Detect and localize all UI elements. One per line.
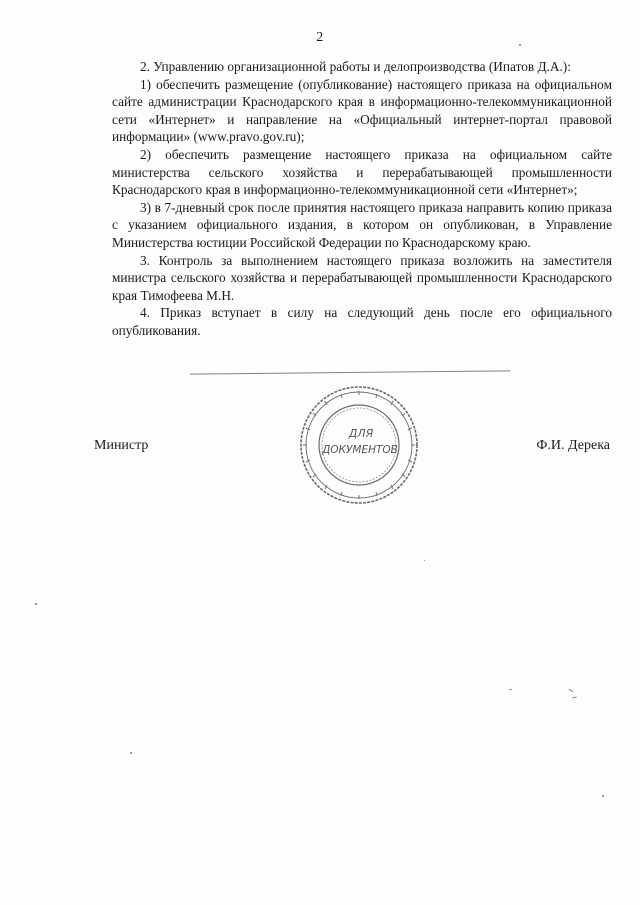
stamp-text-line1: ДЛЯ — [348, 427, 374, 440]
paragraph-subitem-1: 1) обеспечить размещение (опубликование) настоящего приказа на официальном сайте администрации Краснодарского края в информационно-телекоммуникационной сети «Интернет» и направление на «Официальный интернет-портал правовой информации» (www.pravo.gov.ru); — [112, 76, 612, 145]
scan-speck — [602, 795, 604, 797]
scan-speck — [509, 689, 512, 690]
official-stamp-icon — [292, 383, 426, 507]
document-body — [112, 58, 612, 340]
paragraph-subitem-3: 3) в 7-дневный срок после принятия настоящего приказа направить копию приказа с указанием официального издания, в котором он опубликован, в Управление Министерства юстиции Российской Федерации по Краснодарскому краю. — [112, 199, 612, 250]
stamp-text-line2: ДОКУМЕНТОВ — [322, 444, 398, 456]
scan-speck — [130, 752, 132, 754]
signatory-position: Министр — [94, 438, 149, 453]
paragraph-item-3: 3. Контроль за выполнением настоящего приказа возложить на заместителя министра сельского хозяйства и перерабатывающей промышленности Краснодарского края Тимофеева М.Н. — [112, 252, 612, 303]
signatory-name: Ф.И. Дерека — [536, 438, 610, 453]
scan-speck — [35, 603, 37, 605]
paragraph-item-4: 4. Приказ вступает в силу на следующий день после его официального опубликования. — [112, 305, 612, 338]
scan-speck — [568, 688, 573, 692]
page-number: 2 — [316, 30, 324, 45]
scan-speck — [572, 696, 577, 699]
paragraph-item-2: 2. Управлению организационной работы и делопроизводства (Ипатов Д.А.): — [140, 59, 571, 74]
paragraph-subitem-2: 2) обеспечить размещение настоящего приказа на официальном сайте министерства сельского хозяйства и перерабатывающей промышленности Краснодарского края в информационно-телекоммуникационной сети «Интернет»; — [112, 146, 612, 198]
divider-line — [190, 370, 510, 374]
scan-speck — [519, 44, 521, 46]
scan-speck — [424, 560, 425, 561]
